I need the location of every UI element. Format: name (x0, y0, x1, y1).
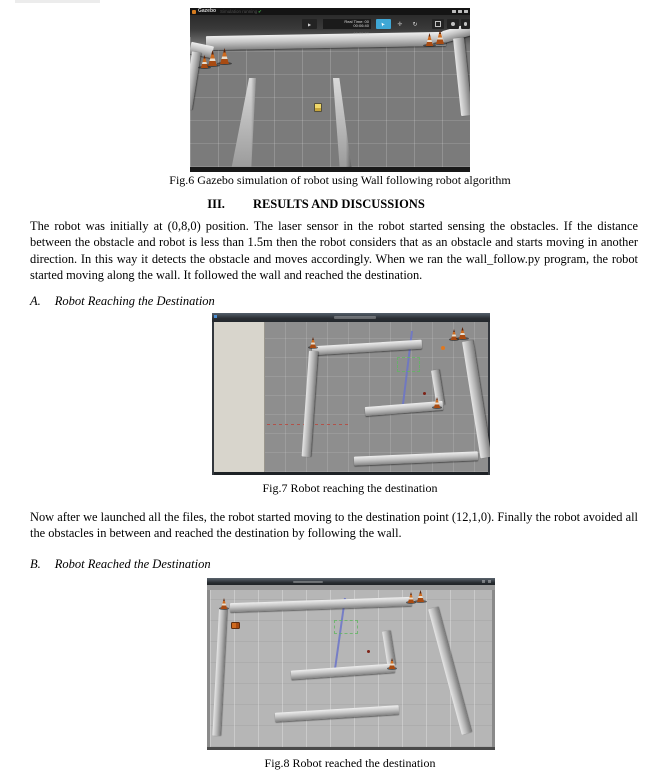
section-number: III. (207, 197, 225, 211)
subsection-b-label: B. (30, 557, 41, 571)
figure-6-image (190, 8, 470, 172)
paragraph-1: The robot was initially at (0,8,0) position. The laser sensor in the robot started sensing the obstacles. If the distance between the obstacle and robot is less than 1.5m then the robot considers that as an obstacle and starts moving in another direction. In this way it detects the obstacle and moves accordingly. When we ran the wall_follow.py program, the robot started moving along the wall. It followed the wall and reached the destination. (30, 219, 638, 282)
traffic-cone (220, 598, 228, 609)
toolbar-strip (207, 585, 495, 590)
figure-7-image (212, 313, 490, 475)
app-icon (214, 315, 217, 318)
section-title: RESULTS AND DISCUSSIONS (252, 197, 425, 211)
real-time-label: Real Time: 00 (344, 18, 369, 24)
translate-icon: ✛ (397, 20, 403, 28)
traffic-cone (388, 658, 396, 669)
waypoint-square (397, 357, 420, 372)
waypoint-dot (423, 392, 426, 395)
gazebo-left-panel (214, 322, 265, 472)
paragraph-2: Now after we launched all the files, the robot started moving to the destination point (12,1,0). Finally the robot avoided all the obstacles in between and reached the destination by following the wall. (30, 510, 638, 541)
titlebar-text-blur (293, 581, 323, 584)
simulation-log-bar (190, 167, 470, 172)
cylinder-shape-icon (464, 22, 467, 26)
sim-time-value: 00:23:26 (353, 31, 369, 36)
subsection-a-label: A. (30, 294, 41, 308)
subsection-a-heading (30, 294, 215, 309)
traffic-cone (458, 327, 467, 339)
window-bottom-bar (214, 472, 488, 475)
play-icon: ▶ (307, 21, 312, 27)
gazebo-titlebar (207, 578, 495, 585)
sphere-shape-icon (451, 22, 455, 26)
waypoint-square (334, 620, 358, 634)
translate-tool-button (393, 19, 407, 29)
insert-box-button (432, 19, 444, 29)
grid-floor (190, 37, 470, 167)
gazebo-titlebar (212, 313, 490, 322)
select-tool-button (376, 19, 391, 29)
gazebo-viewport (190, 15, 470, 167)
play-button (302, 19, 317, 29)
robot-marker (314, 103, 322, 112)
window-bottom-bar (207, 747, 495, 750)
subsection-b-title: Robot Reached the Destination (54, 557, 211, 571)
traffic-cone (435, 30, 445, 44)
waypoint-dot (367, 650, 370, 653)
titlebar-mark (482, 580, 485, 583)
page-edge-artifact (15, 0, 100, 3)
minimize-icon (452, 10, 456, 13)
traffic-cone (433, 397, 441, 408)
fig8-caption: Fig.8 Robot reached the destination (264, 756, 436, 770)
rotate-icon: ↻ (412, 20, 418, 28)
simulation-status-text: Simulation running (220, 9, 258, 14)
robot-marker (231, 622, 240, 629)
window-controls (452, 10, 468, 13)
figure-8-image (207, 578, 495, 750)
maximize-icon (458, 10, 462, 13)
section-heading (0, 197, 632, 212)
traffic-cone (219, 48, 230, 64)
titlebar-text-blur (334, 316, 376, 319)
subsection-a-title: Robot Reaching the Destination (54, 294, 215, 308)
subsection-b-heading (30, 557, 211, 572)
check-icon: ✔ (258, 9, 262, 14)
gazebo-titlebar (190, 8, 470, 15)
insert-cylinder-button (461, 19, 470, 29)
robot-marker (441, 346, 445, 350)
real-time-value: 00:06:40 (353, 23, 369, 28)
real-time-display (323, 19, 371, 29)
gazebo-logo-icon (192, 10, 196, 14)
traffic-cone (309, 337, 317, 348)
titlebar-mark (488, 580, 491, 583)
fig6-caption: Fig.6 Gazebo simulation of robot using Wall following robot algorithm (169, 173, 511, 187)
fig7-caption: Fig.7 Robot reaching the destination (262, 481, 438, 495)
insert-sphere-button (447, 19, 459, 29)
gazebo-window-title: Gazebo (198, 8, 217, 14)
close-icon (464, 10, 468, 13)
box-shape-icon (435, 21, 441, 27)
rotate-tool-button (408, 19, 422, 29)
cursor-icon: ➤ (380, 20, 388, 27)
traffic-cone (416, 590, 425, 602)
